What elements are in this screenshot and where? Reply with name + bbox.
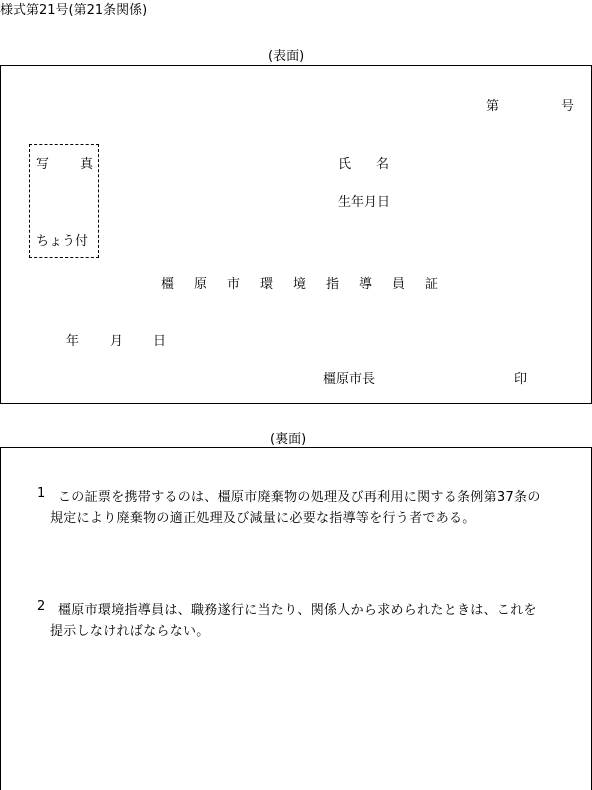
item-1-line-2: 規定により廃棄物の適正処理及び減量に必要な指導等を行う者である。 [50, 511, 476, 526]
form-number: 様式第21号(第21条関係) [0, 3, 148, 18]
item-number-2: 2 [37, 599, 46, 614]
photo-label-2: 真 [80, 157, 94, 172]
item-1-line-1: この証票を携帯するのは、橿原市廃棄物の処理及び再利用に関する条例第37条の [58, 490, 541, 505]
number-prefix: 第 [486, 99, 500, 114]
birth-date-label: 生年月日 [338, 195, 391, 210]
seal-mark: 印 [514, 372, 528, 387]
photo-attach-label: ちょう付 [36, 234, 89, 249]
date-day: 日 [153, 334, 167, 349]
photo-label-1: 写 [36, 157, 50, 172]
date-month: 月 [110, 334, 124, 349]
date-year: 年 [66, 334, 80, 349]
card-title: 橿原市環境指導員証 [161, 277, 459, 292]
number-suffix: 号 [561, 99, 575, 114]
front-label: (表面) [268, 49, 305, 64]
item-2-line-1: 橿原市環境指導員は、職務遂行に当たり、関係人から求められたときは、これを [58, 603, 537, 618]
name-label: 氏 名 [338, 157, 396, 172]
back-label: (裏面) [270, 432, 307, 447]
item-number-1: 1 [37, 486, 46, 501]
issuer-name: 橿原市長 [323, 372, 376, 387]
item-2-line-2: 提示しなければならない。 [50, 624, 210, 639]
